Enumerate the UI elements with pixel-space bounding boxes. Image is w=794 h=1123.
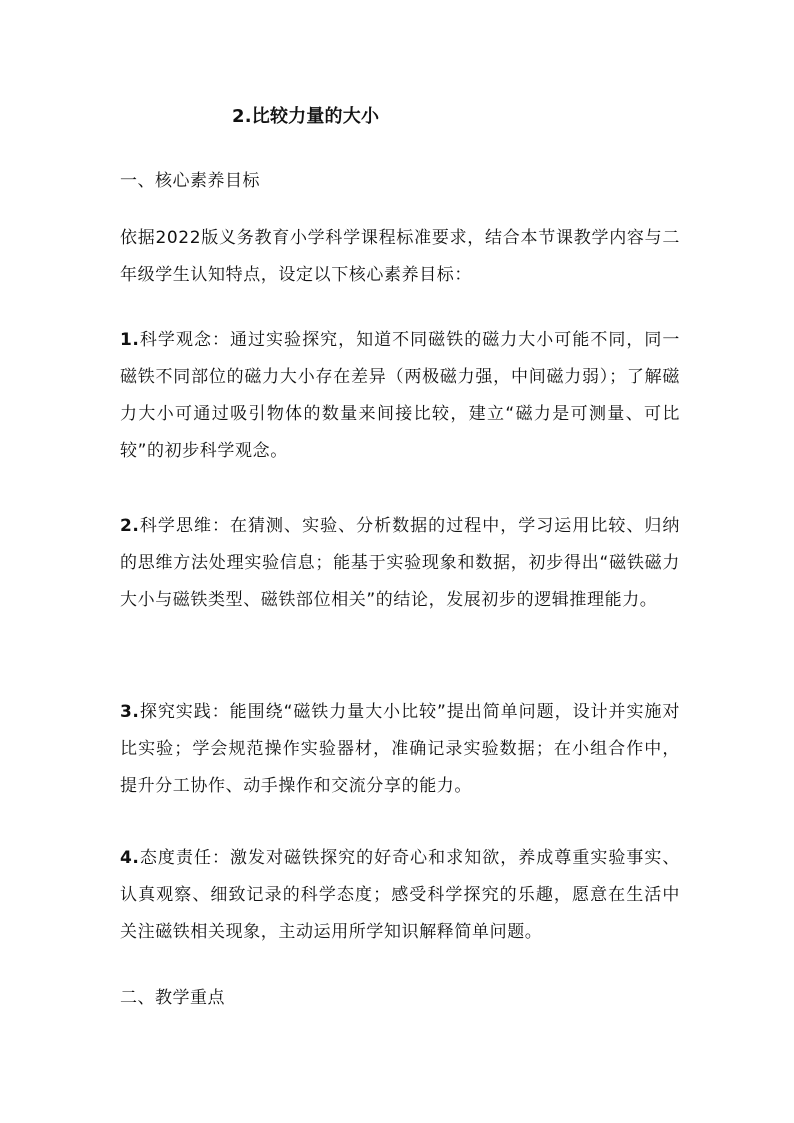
section-heading-teaching-focus: 二、教学重点 [120,988,225,1008]
goal-number: 4. [120,848,140,868]
section-heading-core-goals: 一、核心素养目标 [120,171,260,191]
goal-paragraph-3 [120,694,680,805]
goal-text: 科学观念：通过实验探究，知道不同磁铁的磁力大小可能不同，同一磁铁不同部位的磁力大小存在差异（两极磁力强，中间磁力弱）；了解磁力大小可通过吸引物体的数量来间接比较，建立“磁力是可测量、可比较”的初步科学观念。 [120,330,680,461]
goal-text: 探究实践：能围绕“磁铁力量大小比较”提出简单问题，设计并实施对比实验；学会规范操作实验器材，准确记录实验数据；在小组合作中，提升分工协作、动手操作和交流分享的能力。 [120,702,680,796]
lesson-title: 2.比较力量的大小 [232,106,380,127]
goal-text: 态度责任：激发对磁铁探究的好奇心和求知欲，养成尊重实验事实、认真观察、细致记录的科学态度；感受科学探究的乐趣，愿意在生活中关注磁铁相关现象，主动运用所学知识解释简单问题。 [120,848,680,942]
goal-number: 2. [120,516,140,536]
intro-paragraph: 依据2022版义务教育小学科学课程标准要求，结合本节课教学内容与二年级学生认知特点，设定以下核心素养目标： [120,228,680,285]
goal-number: 3. [120,702,140,722]
goal-paragraph-4 [120,840,680,951]
goal-paragraph-2 [120,508,680,619]
goal-text: 科学思维：在猜测、实验、分析数据的过程中，学习运用比较、归纳的思维方法处理实验信息；能基于实验现象和数据，初步得出“磁铁磁力大小与磁铁类型、磁铁部位相关”的结论，发展初步的逻辑推理能力。 [120,516,680,610]
goal-number: 1. [120,330,140,350]
goal-paragraph-1 [120,322,680,470]
